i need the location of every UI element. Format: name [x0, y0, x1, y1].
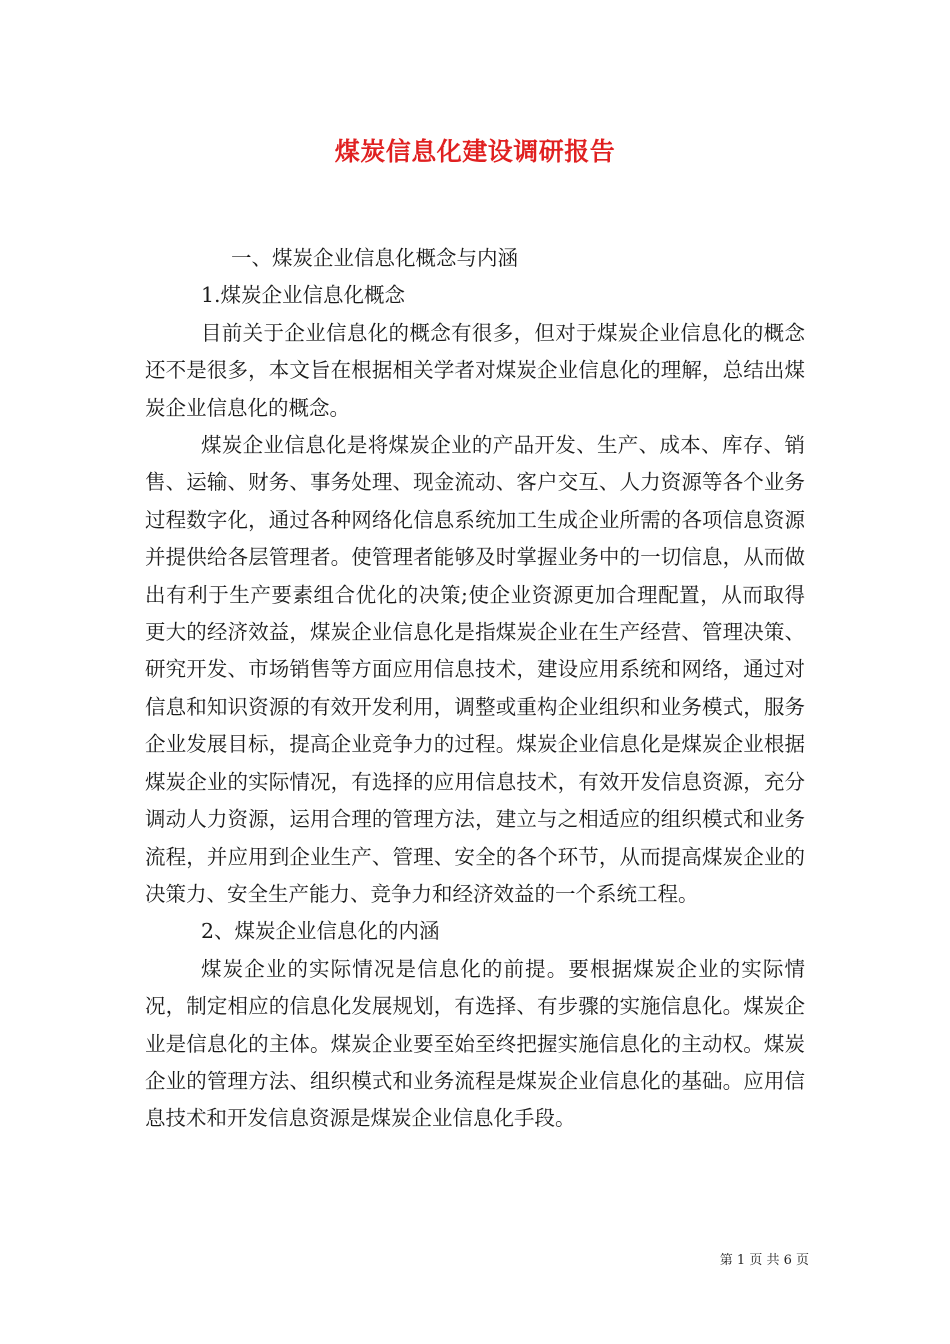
- paragraph-2: 煤炭企业信息化是将煤炭企业的产品开发、生产、成本、库存、销售、运输、财务、事务处理、现金流动、客户交互、人力资源等各个业务过程数字化，通过各种网络化信息系统加工生成企业所需的各项信息资源并提供给各层管理者。使管理者能够及时掌握业务中的一切信息，从而做出有利于生产要素组合优化的决策;使企业资源更加合理配置，从而取得更大的经济效益，煤炭企业信息化是指煤炭企业在生产经营、管理决策、研究开发、市场销售等方面应用信息技术，建设应用系统和网络，通过对信息和知识资源的有效开发利用，调整或重构企业组织和业务模式，服务企业发展目标，提高企业竞争力的过程。煤炭企业信息化是煤炭企业根据煤炭企业的实际情况，有选择的应用信息技术，有效开发信息资源，充分调动人力资源，运用合理的管理方法，建立与之相适应的组织模式和业务流程，并应用到企业生产、管理、安全的各个环节，从而提高煤炭企业的决策力、安全生产能力、竞争力和经济效益的一个系统工程。: [145, 433, 805, 906]
- paragraph-1: 目前关于企业信息化的概念有很多，但对于煤炭企业信息化的概念还不是很多，本文旨在根据相关学者对煤炭企业信息化的理解，总结出煤炭企业信息化的概念。: [145, 320, 805, 420]
- subsection-heading-2: 2、煤炭企业信息化的内涵: [201, 919, 440, 944]
- document-body: [145, 240, 805, 1138]
- section-heading-1: 一、煤炭企业信息化概念与内涵: [231, 246, 518, 270]
- document-title: 煤炭信息化建设调研报告: [334, 137, 616, 166]
- paragraph-3: 煤炭企业的实际情况是信息化的前提。要根据煤炭企业的实际情况，制定相应的信息化发展规划，有选择、有步骤的实施信息化。煤炭企业是信息化的主体。煤炭企业要至始至终把握实施信息化的主动权。煤炭企业的管理方法、组织模式和业务流程是煤炭企业信息化的基础。应用信息技术和开发信息资源是煤炭企业信息化手段。: [145, 956, 805, 1131]
- subsection-heading-1: 1.煤炭企业信息化概念: [201, 283, 406, 308]
- page-number-footer: 第 1 页 共 6 页: [719, 1253, 809, 1268]
